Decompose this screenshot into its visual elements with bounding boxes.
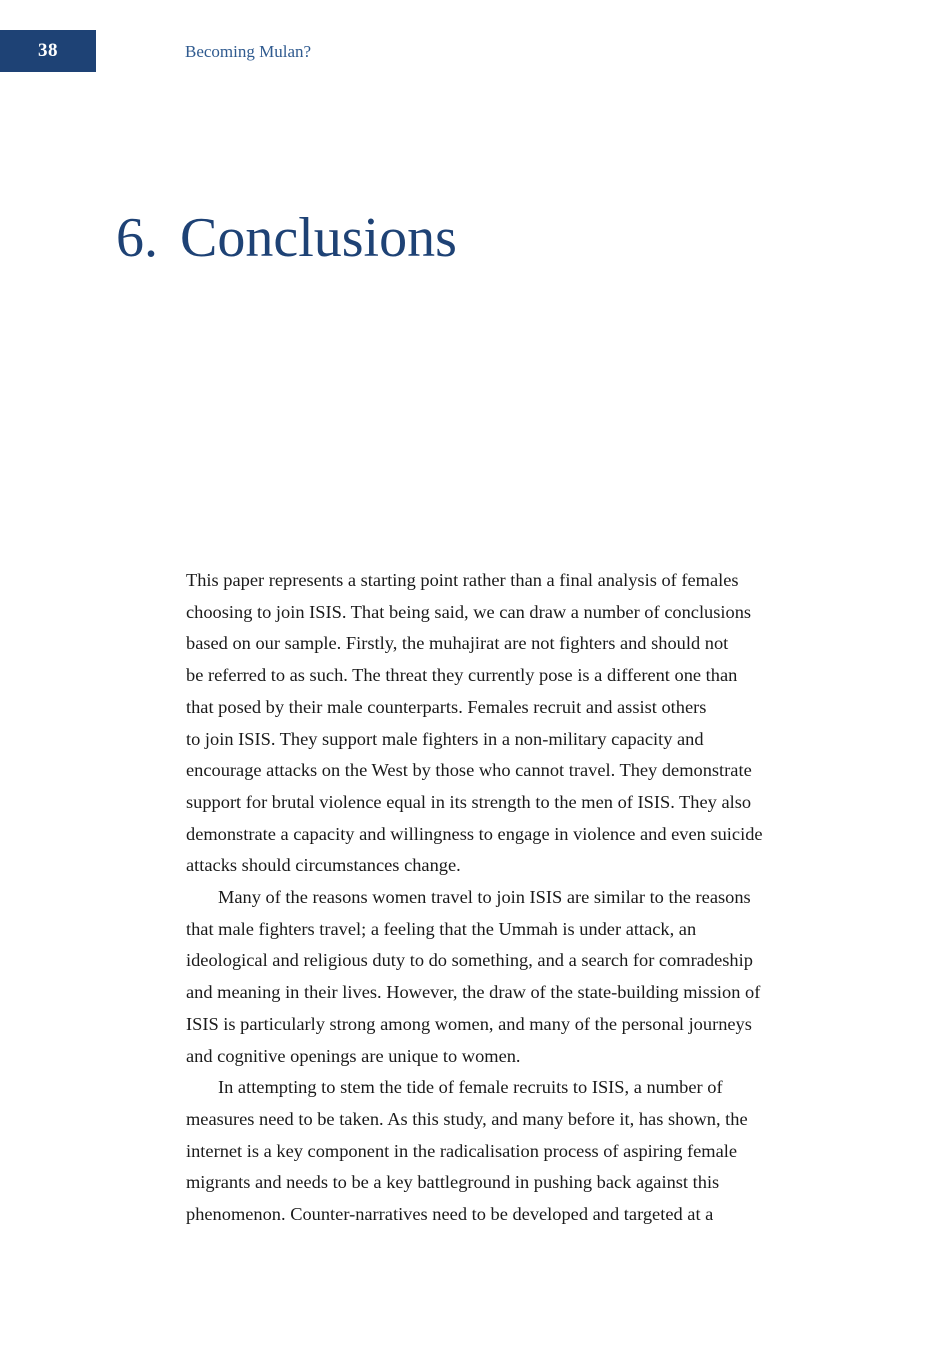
- text-line: Many of the reasons women travel to join ISIS are similar to the reasons: [218, 887, 751, 908]
- text-line: encourage attacks on the West by those who cannot travel. They demonstrate: [186, 760, 752, 781]
- text-line: that male fighters travel; a feeling that the Ummah is under attack, an: [186, 918, 697, 939]
- text-line: be referred to as such. The threat they currently pose is a different one than: [186, 665, 738, 686]
- text-line: ISIS is particularly strong among women, and many of the personal journeys: [186, 1013, 752, 1034]
- text-line: and cognitive openings are unique to women.: [186, 1045, 521, 1066]
- text-line: measures need to be taken. As this study, and many before it, has shown, the: [186, 1108, 748, 1129]
- text-line: based on our sample. Firstly, the muhajirat are not fighters and should not: [186, 633, 729, 654]
- text-line: internet is a key component in the radicalisation process of aspiring female: [186, 1140, 738, 1161]
- page-number-badge: [0, 30, 96, 72]
- text-line: support for brutal violence equal in its strength to the men of ISIS. They also: [186, 791, 752, 812]
- chapter-number: 6.: [116, 207, 158, 269]
- running-header-title: Becoming Mulan?: [185, 42, 312, 61]
- text-line: choosing to join ISIS. That being said, we can draw a number of conclusions: [186, 601, 752, 622]
- paragraph: [186, 1072, 826, 1231]
- body-text: [186, 565, 826, 1231]
- text-line: attacks should circumstances change.: [186, 855, 461, 876]
- page-number: 38: [38, 40, 58, 61]
- text-line: demonstrate a capacity and willingness to engage in violence and even suicide: [186, 823, 763, 844]
- text-line: phenomenon. Counter-narratives need to be developed and targeted at a: [186, 1204, 714, 1225]
- text-line: ideological and religious duty to do something, and a search for comradeship: [186, 950, 753, 971]
- text-line: migrants and needs to be a key battleground in pushing back against this: [186, 1172, 720, 1193]
- chapter-title: [116, 202, 457, 274]
- text-line: that posed by their male counterparts. Females recruit and assist others: [186, 696, 707, 717]
- text-line: This paper represents a starting point rather than a final analysis of females: [186, 570, 739, 590]
- text-line: to join ISIS. They support male fighters in a non-military capacity and: [186, 728, 704, 749]
- paragraph: [186, 882, 826, 1072]
- text-line: and meaning in their lives. However, the draw of the state-building mission of: [186, 982, 761, 1003]
- chapter-title-text: Conclusions: [180, 207, 457, 269]
- text-line: In attempting to stem the tide of female recruits to ISIS, a number of: [218, 1077, 723, 1098]
- paragraph: [186, 565, 826, 882]
